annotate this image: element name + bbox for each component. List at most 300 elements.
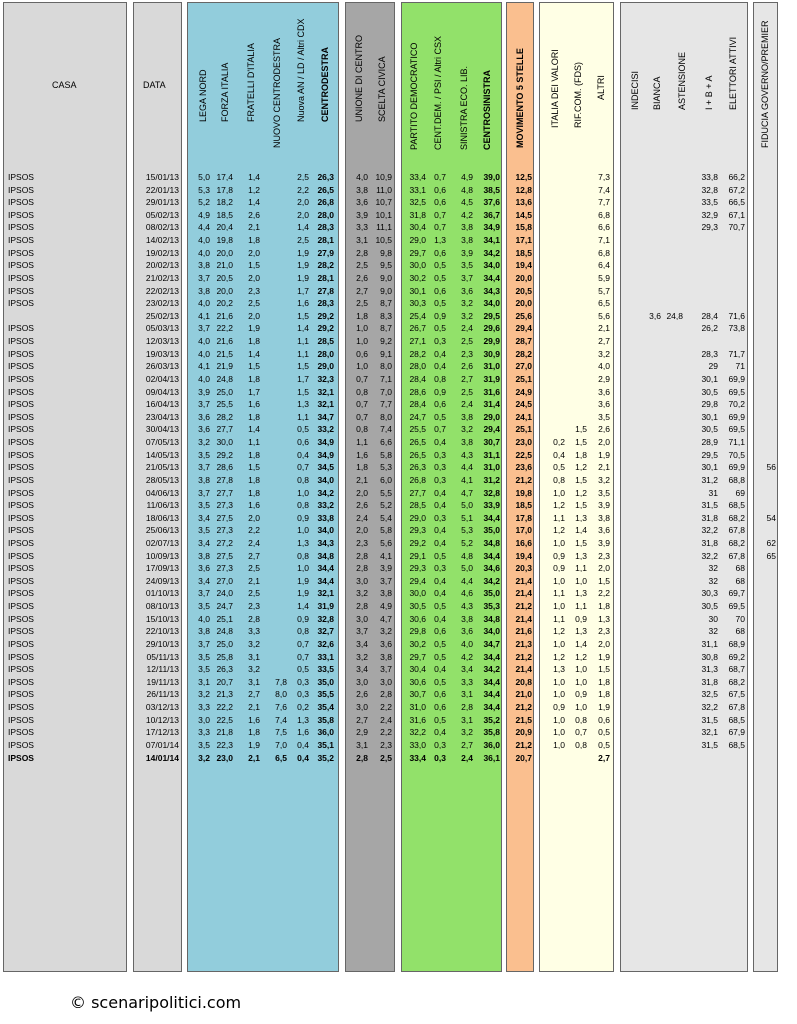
cell-an: 2,0: [297, 197, 309, 208]
cell-sel: 4,8: [461, 184, 473, 195]
cell-ele: 68,2: [728, 537, 745, 548]
table-row: [0, 613, 797, 625]
cell-pd: 30,6: [409, 613, 426, 624]
cell-fi: 21,9: [216, 361, 233, 372]
cell-data: 19/03/13: [145, 348, 179, 359]
cell-m5s: 20,3: [515, 563, 532, 574]
cell-altri: 1,9: [598, 702, 610, 713]
cell-cd: 0,4: [434, 525, 446, 536]
cell-udc: 2,8: [356, 247, 368, 258]
header-udc: UNIONE DI CENTRO: [354, 34, 364, 122]
cell-cdx: 32,1: [317, 399, 334, 410]
table-row: [0, 398, 797, 410]
cell-fi: 25,5: [216, 399, 233, 410]
cell-lega: 3,9: [198, 386, 210, 397]
cell-sc: 5,3: [380, 462, 392, 473]
cell-cdx: 31,9: [317, 601, 334, 612]
cell-lega: 3,7: [198, 462, 210, 473]
cell-m5s: 23,0: [515, 437, 532, 448]
cell-pd: 26,5: [409, 449, 426, 460]
cell-an: 0,7: [297, 651, 309, 662]
cell-an: 0,3: [297, 676, 309, 687]
cell-m5s: 12,8: [515, 184, 532, 195]
cell-an: 1,5: [297, 310, 309, 321]
cell-ele: 70,7: [728, 222, 745, 233]
cell-ele: 69,5: [728, 386, 745, 397]
cell-data: 02/04/13: [145, 373, 179, 384]
cell-data: 03/12/13: [145, 702, 179, 713]
cell-m5s: 20,0: [515, 298, 532, 309]
cell-csx: 34,8: [483, 537, 500, 548]
table-row: [0, 196, 797, 208]
cell-idv: 0,9: [553, 563, 565, 574]
cell-iba: 30,5: [701, 424, 718, 435]
cell-fdi: 2,1: [248, 702, 260, 713]
cell-udc: 1,0: [356, 361, 368, 372]
cell-pd: 30,6: [409, 676, 426, 687]
cell-iba: 30,1: [701, 462, 718, 473]
cell-rif: 1,5: [575, 537, 587, 548]
cell-casa: IPSOS: [8, 209, 34, 220]
cell-sel: 4,4: [461, 462, 473, 473]
cell-data: 18/06/13: [145, 512, 179, 523]
cell-an: 2,2: [297, 184, 309, 195]
cell-pd: 26,5: [409, 437, 426, 448]
cell-ele: 73,8: [728, 323, 745, 334]
cell-casa: IPSOS: [8, 525, 34, 536]
cell-casa: IPSOS: [8, 613, 34, 624]
cell-m5s: 21,3: [515, 638, 532, 649]
cell-m5s: 19,4: [515, 550, 532, 561]
cell-fi: 22,2: [216, 323, 233, 334]
cell-idv: 1,0: [553, 739, 565, 750]
cell-rif: 1,5: [575, 500, 587, 511]
cell-ncd: 6,5: [275, 752, 287, 763]
cell-altri: 0,6: [598, 714, 610, 725]
cell-rif: 0,9: [575, 613, 587, 624]
cell-rif: 1,3: [575, 550, 587, 561]
header-fiducia: FIDUCIA GOVERNO/PREMIER: [760, 20, 770, 148]
table-row: [0, 348, 797, 360]
cell-sel: 5,0: [461, 563, 473, 574]
cell-data: 25/06/13: [145, 525, 179, 536]
cell-iba: 31,8: [701, 537, 718, 548]
cell-pd: 33,1: [409, 184, 426, 195]
cell-fdi: 1,9: [248, 323, 260, 334]
cell-sc: 2,4: [380, 714, 392, 725]
header-indecisi: INDECISI: [630, 70, 640, 110]
table-row: [0, 285, 797, 297]
cell-ele: 69,5: [728, 601, 745, 612]
cell-m5s: 21,4: [515, 613, 532, 624]
table-row: [0, 360, 797, 372]
cell-an: 0,2: [297, 702, 309, 713]
cell-fdi: 1,7: [248, 386, 260, 397]
cell-lega: 3,6: [198, 563, 210, 574]
cell-lega: 3,3: [198, 727, 210, 738]
cell-fi: 26,3: [216, 664, 233, 675]
cell-udc: 1,1: [356, 437, 368, 448]
cell-cdx: 27,8: [317, 285, 334, 296]
cell-rif: 1,0: [575, 575, 587, 586]
cell-idv: 1,2: [553, 500, 565, 511]
cell-cdx: 34,8: [317, 550, 334, 561]
cell-udc: 2,6: [356, 500, 368, 511]
cell-udc: 0,7: [356, 399, 368, 410]
cell-pd: 28,0: [409, 361, 426, 372]
cell-pd: 30,0: [409, 588, 426, 599]
cell-cdx: 34,4: [317, 563, 334, 574]
cell-sel: 3,8: [461, 613, 473, 624]
cell-sc: 3,6: [380, 638, 392, 649]
cell-casa: IPSOS: [8, 298, 34, 309]
header-ncd: NUOVO CENTRODESTRA: [272, 37, 282, 148]
cell-fdi: 2,1: [248, 222, 260, 233]
cell-udc: 3,1: [356, 235, 368, 246]
cell-sc: 3,9: [380, 563, 392, 574]
cell-ele: 69,7: [728, 588, 745, 599]
cell-an: 1,0: [297, 563, 309, 574]
cell-cdx: 35,8: [317, 714, 334, 725]
cell-idv: 1,0: [553, 689, 565, 700]
cell-m5s: 20,0: [515, 272, 532, 283]
cell-rif: 1,5: [575, 424, 587, 435]
cell-casa: IPSOS: [8, 487, 34, 498]
cell-pd: 30,2: [409, 638, 426, 649]
cell-casa: IPSOS: [8, 474, 34, 485]
cell-sc: 10,7: [375, 197, 392, 208]
cell-fdi: 3,1: [248, 676, 260, 687]
cell-ele: 69,2: [728, 651, 745, 662]
cell-m5s: 25,1: [515, 424, 532, 435]
cell-altri: 3,6: [598, 525, 610, 536]
cell-rif: 1,3: [575, 626, 587, 637]
cell-csx: 34,8: [483, 613, 500, 624]
cell-sel: 3,9: [461, 247, 473, 258]
cell-data: 12/03/13: [145, 336, 179, 347]
cell-udc: 2,8: [356, 550, 368, 561]
cell-fi: 30,0: [216, 437, 233, 448]
cell-sc: 8,7: [380, 298, 392, 309]
cell-iba: 33,8: [701, 172, 718, 182]
cell-altri: 7,1: [598, 235, 610, 246]
cell-cd: 0,4: [434, 361, 446, 372]
cell-cdx: 26,5: [317, 184, 334, 195]
cell-fdi: 2,5: [248, 563, 260, 574]
cell-sc: 8,0: [380, 411, 392, 422]
cell-csx: 36,7: [483, 209, 500, 220]
cell-fdi: 2,2: [248, 525, 260, 536]
cell-fdi: 1,5: [248, 462, 260, 473]
cell-fdi: 1,8: [248, 487, 260, 498]
cell-lega: 4,0: [198, 613, 210, 624]
cell-fdi: 1,8: [248, 235, 260, 246]
cell-cd: 0,5: [434, 260, 446, 271]
cell-idv: 1,1: [553, 613, 565, 624]
cell-cd: 0,6: [434, 626, 446, 637]
cell-iba: 30: [708, 613, 718, 624]
table-row: [0, 651, 797, 663]
cell-lega: 5,2: [198, 197, 210, 208]
cell-pd: 30,4: [409, 664, 426, 675]
cell-fi: 19,8: [216, 235, 233, 246]
cell-m5s: 24,9: [515, 386, 532, 397]
cell-sc: 9,0: [380, 285, 392, 296]
cell-an: 0,4: [297, 739, 309, 750]
cell-data: 19/02/13: [145, 247, 179, 258]
cell-casa: IPSOS: [8, 373, 34, 384]
cell-data: 22/10/13: [145, 626, 179, 637]
cell-altri: 4,0: [598, 361, 610, 372]
cell-an: 2,0: [297, 209, 309, 220]
cell-sel: 4,1: [461, 474, 473, 485]
cell-m5s: 20,8: [515, 676, 532, 687]
cell-m5s: 20,5: [515, 285, 532, 296]
table-row: [0, 272, 797, 284]
cell-m5s: 18,5: [515, 500, 532, 511]
cell-pd: 30,1: [409, 285, 426, 296]
cell-cdx: 33,2: [317, 500, 334, 511]
cell-casa: IPSOS: [8, 462, 34, 473]
cell-sc: 5,8: [380, 449, 392, 460]
cell-pd: 30,7: [409, 689, 426, 700]
cell-an: 1,1: [297, 336, 309, 347]
cell-csx: 34,0: [483, 298, 500, 309]
cell-sel: 4,3: [461, 601, 473, 612]
cell-fdi: 2,5: [248, 298, 260, 309]
cell-lega: 3,2: [198, 752, 210, 763]
cell-fi: 22,3: [216, 739, 233, 750]
cell-altri: 1,8: [598, 689, 610, 700]
cell-altri: 1,8: [598, 601, 610, 612]
cell-sc: 5,8: [380, 525, 392, 536]
cell-cd: 0,7: [434, 172, 446, 182]
cell-an: 1,9: [297, 588, 309, 599]
cell-altri: 6,6: [598, 222, 610, 233]
table-row: [0, 512, 797, 524]
cell-ele: 67,2: [728, 184, 745, 195]
cell-an: 1,3: [297, 714, 309, 725]
cell-lega: 4,0: [198, 348, 210, 359]
cell-an: 1,0: [297, 487, 309, 498]
cell-fi: 27,3: [216, 525, 233, 536]
cell-lega: 3,7: [198, 399, 210, 410]
cell-altri: 3,5: [598, 411, 610, 422]
table-row: [0, 714, 797, 726]
cell-udc: 2,0: [356, 525, 368, 536]
cell-fi: 27,8: [216, 474, 233, 485]
cell-sc: 9,1: [380, 348, 392, 359]
cell-sel: 2,7: [461, 373, 473, 384]
cell-fi: 27,0: [216, 575, 233, 586]
cell-ele: 69,5: [728, 424, 745, 435]
cell-pd: 27,1: [409, 336, 426, 347]
cell-cd: 0,3: [434, 739, 446, 750]
cell-an: 0,3: [297, 689, 309, 700]
cell-rif: 1,2: [575, 487, 587, 498]
cell-iba: 29: [708, 361, 718, 372]
table-row: [0, 335, 797, 347]
cell-sel: 3,6: [461, 285, 473, 296]
table-row: [0, 676, 797, 688]
cell-cdx: 33,1: [317, 651, 334, 662]
cell-udc: 3,8: [356, 184, 368, 195]
cell-m5s: 20,9: [515, 727, 532, 738]
cell-casa: IPSOS: [8, 260, 34, 271]
cell-cdx: 28,2: [317, 260, 334, 271]
cell-pd: 30,4: [409, 222, 426, 233]
cell-pd: 29,7: [409, 247, 426, 258]
cell-fdi: 1,6: [248, 500, 260, 511]
cell-udc: 0,8: [356, 386, 368, 397]
cell-sel: 3,2: [461, 424, 473, 435]
cell-fi: 25,8: [216, 651, 233, 662]
cell-cd: 0,5: [434, 272, 446, 283]
cell-csx: 33,9: [483, 500, 500, 511]
cell-sc: 9,2: [380, 336, 392, 347]
header-csx: CENTROSINISTRA: [482, 69, 492, 150]
cell-ele: 71,1: [728, 437, 745, 448]
cell-idv: 0,5: [553, 462, 565, 473]
cell-cd: 0,6: [434, 702, 446, 713]
cell-fi: 29,2: [216, 449, 233, 460]
cell-sel: 4,3: [461, 449, 473, 460]
cell-fi: 25,1: [216, 613, 233, 624]
cell-cd: 0,4: [434, 575, 446, 586]
table-row: [0, 209, 797, 221]
cell-idv: 0,8: [553, 474, 565, 485]
cell-udc: 1,8: [356, 310, 368, 321]
cell-iba: 32,2: [701, 550, 718, 561]
cell-ncd: 7,0: [275, 739, 287, 750]
cell-data: 05/03/13: [145, 323, 179, 334]
cell-data: 10/09/13: [145, 550, 179, 561]
cell-udc: 3,0: [356, 702, 368, 713]
cell-cdx: 33,8: [317, 512, 334, 523]
cell-fdi: 1,5: [248, 260, 260, 271]
cell-m5s: 27,0: [515, 361, 532, 372]
cell-csx: 29,0: [483, 411, 500, 422]
cell-altri: 6,8: [598, 247, 610, 258]
cell-csx: 30,7: [483, 437, 500, 448]
cell-fi: 27,3: [216, 563, 233, 574]
cell-data: 02/07/13: [145, 537, 179, 548]
cell-cdx: 34,9: [317, 437, 334, 448]
cell-fi: 21,6: [216, 310, 233, 321]
cell-fi: 21,6: [216, 336, 233, 347]
cell-csx: 35,3: [483, 601, 500, 612]
cell-lega: 3,6: [198, 424, 210, 435]
cell-fdi: 2,8: [248, 613, 260, 624]
cell-data: 28/05/13: [145, 474, 179, 485]
cell-csx: 32,8: [483, 487, 500, 498]
cell-sc: 9,5: [380, 260, 392, 271]
table-row: [0, 449, 797, 461]
cell-casa: IPSOS: [8, 500, 34, 511]
cell-lega: 3,7: [198, 323, 210, 334]
cell-casa: IPSOS: [8, 537, 34, 548]
cell-pd: 30,5: [409, 601, 426, 612]
cell-idv: 1,0: [553, 575, 565, 586]
cell-fdi: 3,2: [248, 638, 260, 649]
cell-cd: 0,6: [434, 247, 446, 258]
cell-fi: 25,0: [216, 386, 233, 397]
cell-fdi: 1,4: [248, 348, 260, 359]
cell-data: 25/02/13: [145, 310, 179, 321]
cell-ele: 67,8: [728, 702, 745, 713]
cell-sc: 9,8: [380, 247, 392, 258]
cell-cdx: 28,0: [317, 348, 334, 359]
cell-sel: 3,8: [461, 411, 473, 422]
cell-sc: 3,7: [380, 664, 392, 675]
cell-ele: 70,5: [728, 449, 745, 460]
cell-iba: 32,9: [701, 209, 718, 220]
cell-casa: IPSOS: [8, 348, 34, 359]
header-cd: CENT.DEM. / PSI / Altri CSX: [433, 35, 443, 150]
cell-sc: 3,0: [380, 676, 392, 687]
cell-iba: 32: [708, 575, 718, 586]
cell-an: 1,5: [297, 361, 309, 372]
cell-pd: 30,0: [409, 260, 426, 271]
cell-cd: 0,3: [434, 462, 446, 473]
cell-an: 1,3: [297, 537, 309, 548]
cell-altri: 0,5: [598, 727, 610, 738]
cell-iba: 30,5: [701, 601, 718, 612]
cell-udc: 2,6: [356, 689, 368, 700]
cell-udc: 1,8: [356, 462, 368, 473]
cell-data: 29/10/13: [145, 638, 179, 649]
cell-sc: 3,2: [380, 626, 392, 637]
cell-cdx: 32,8: [317, 613, 334, 624]
cell-fi: 22,2: [216, 702, 233, 713]
header-an: Nuova AN / LD / Altri CDX: [296, 18, 306, 122]
cell-fi: 21,0: [216, 260, 233, 271]
header-sc: SCELTA CIVICA: [377, 56, 387, 122]
cell-lega: 3,4: [198, 512, 210, 523]
cell-an: 1,9: [297, 272, 309, 283]
cell-fi: 17,8: [216, 184, 233, 195]
cell-udc: 0,7: [356, 373, 368, 384]
cell-altri: 1,9: [598, 651, 610, 662]
cell-idv: 0,2: [553, 437, 565, 448]
cell-sc: 8,7: [380, 323, 392, 334]
cell-m5s: 21,2: [515, 651, 532, 662]
cell-fi: 20,0: [216, 285, 233, 296]
cell-udc: 3,6: [356, 197, 368, 208]
cell-rif: 1,2: [575, 651, 587, 662]
cell-udc: 2,8: [356, 752, 368, 763]
cell-data: 01/10/13: [145, 588, 179, 599]
cell-lega: 4,0: [198, 247, 210, 258]
cell-iba: 30,3: [701, 588, 718, 599]
cell-sel: 2,4: [461, 323, 473, 334]
cell-cd: 1,3: [434, 235, 446, 246]
table-row: [0, 297, 797, 309]
table-row: [0, 600, 797, 612]
cell-udc: 3,3: [356, 222, 368, 233]
cell-altri: 2,7: [598, 752, 610, 763]
table-row: [0, 373, 797, 385]
cell-sel: 3,7: [461, 272, 473, 283]
cell-csx: 34,3: [483, 285, 500, 296]
cell-udc: 1,0: [356, 323, 368, 334]
cell-rif: 1,8: [575, 449, 587, 460]
cell-cd: 0,4: [434, 487, 446, 498]
cell-altri: 7,3: [598, 172, 610, 182]
cell-cdx: 28,3: [317, 298, 334, 309]
cell-udc: 2,4: [356, 512, 368, 523]
cell-cdx: 34,9: [317, 449, 334, 460]
